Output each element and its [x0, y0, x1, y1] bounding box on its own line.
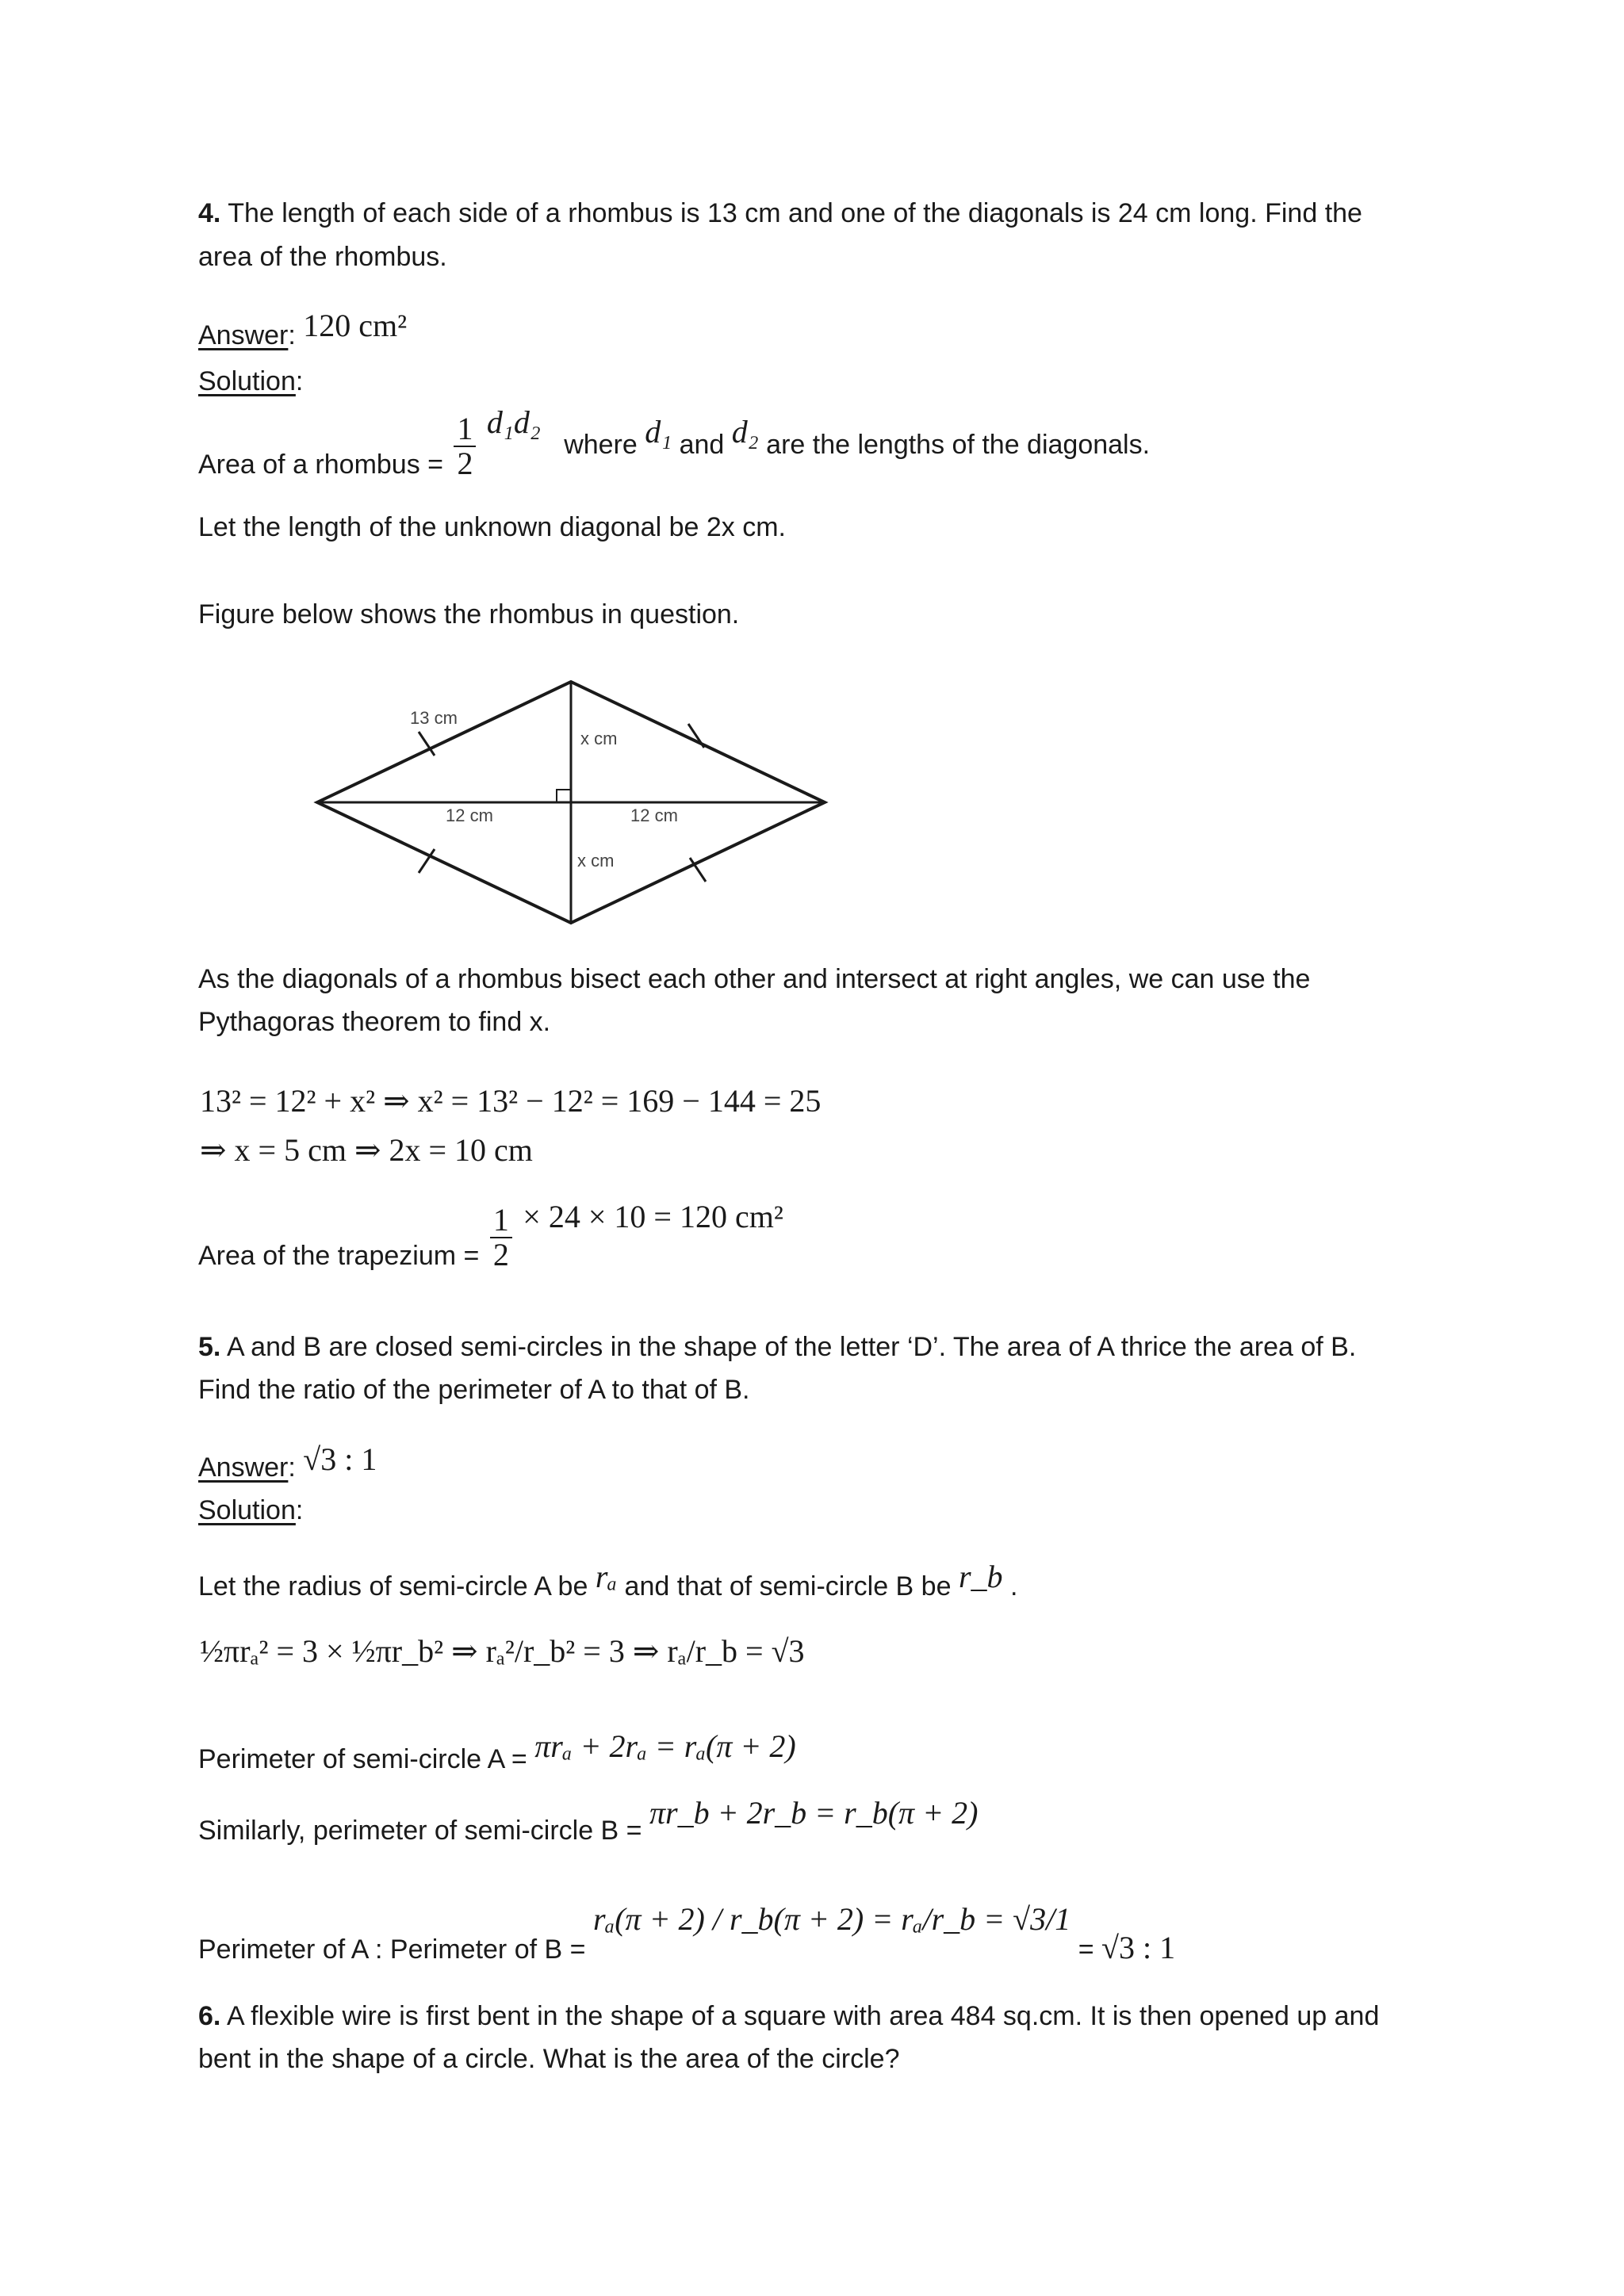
q5-perimB-expr: πr_b + 2r_b = r_b(π + 2) — [649, 1795, 979, 1831]
q4-area-d1d2: d₁d₂ — [486, 404, 541, 440]
q5-perimB-label: Similarly, perimeter of semi-circle B = — [198, 1816, 642, 1846]
q5-text-line1: A and B are closed semi-circles in the shape of the letter ‘D’. The area of A thrice the area of B. — [226, 1332, 1357, 1362]
label-bottom-x: x cm — [577, 851, 615, 871]
q4-area-frac-num: 1 — [454, 412, 476, 447]
q5-let-part2: and that of semi-circle B be — [624, 1571, 952, 1601]
q4-text-line1: The length of each side of a rhombus is 13 cm and one of the diagonals is 24 cm long. Find the — [228, 198, 1362, 228]
q4-solution: Solution: — [198, 366, 304, 396]
q5-answer-value: √3 : 1 — [303, 1441, 377, 1477]
q5-ra: rₐ — [595, 1559, 618, 1594]
q5-ratio-expr: rₐ(π + 2) / r_b(π + 2) = rₐ/r_b = √3/1 — [592, 1901, 1071, 1937]
q5-let-line — [198, 1559, 1018, 1603]
q5-period: . — [1009, 1571, 1018, 1601]
q4-equation-1: 13² = 12² + x² ⇒ x² = 13² − 12² = 169 − 144 = 25 — [200, 1083, 822, 1119]
q4-answer-label: Answer — [198, 320, 289, 350]
q6-line1 — [198, 2001, 1379, 2032]
q4-d1: d₁ — [645, 413, 672, 450]
q5-answer: Answer: √3 : 1 — [198, 1441, 377, 1483]
q5-rb: r_b — [958, 1559, 1003, 1594]
q4-area-prefix: Area of a rhombus = — [198, 449, 444, 480]
q5-line1 — [198, 1332, 1356, 1363]
q6-text-line1: A flexible wire is first bent in the shape of a square with area 484 sq.cm. It is then opened up and — [226, 2001, 1380, 2031]
q4-and: and — [679, 429, 725, 460]
q5-perimA-line — [198, 1728, 796, 1776]
q4-area-fraction — [454, 412, 476, 480]
q5-number: 5. — [198, 1332, 221, 1362]
q5-perimA-expr: πrₐ + 2rₐ = rₐ(π + 2) — [534, 1728, 796, 1764]
right-angle-mark — [557, 790, 571, 802]
q4-area-formula-line — [198, 404, 1151, 481]
q4-area-suffix: are the lengths of the diagonals. — [766, 429, 1151, 460]
q4-trap-label: Area of the trapezium = — [198, 1240, 480, 1271]
q5-ratio-final: √3 : 1 — [1101, 1930, 1176, 1965]
q5-answer-label: Answer — [198, 1452, 289, 1483]
q6-text-line2: bent in the shape of a circle. What is the area of the circle? — [198, 2044, 900, 2074]
q4-trap-frac-num: 1 — [490, 1203, 512, 1238]
label-side: 13 cm — [410, 708, 458, 728]
label-top-x: x cm — [580, 729, 618, 748]
q6-number: 6. — [198, 2001, 221, 2031]
q5-equation-area: ½πrₐ² = 3 × ½πr_b² ⇒ rₐ²/r_b² = 3 ⇒ rₐ/r_b = √3 — [200, 1633, 805, 1669]
q4-where: where — [564, 429, 638, 460]
q4-trap-fraction — [490, 1203, 512, 1272]
q4-text-line2: area of the rhombus. — [198, 242, 447, 272]
q5-perimB-line — [198, 1795, 979, 1847]
q5-ratio-label: Perimeter of A : Perimeter of B = — [198, 1934, 586, 1965]
q4-bisect-line1: As the diagonals of a rhombus bisect each other and intersect at right angles, we can use the — [198, 964, 1311, 994]
q5-solution-label: Solution — [198, 1495, 296, 1525]
q4-answer-value: 120 cm² — [303, 308, 408, 343]
q4-bisect-line2: Pythagoras theorem to find x. — [198, 1007, 551, 1037]
q4-answer: Answer: 120 cm² — [198, 308, 408, 350]
rhombus-figure — [301, 674, 841, 936]
q4-trap-frac-den: 2 — [492, 1237, 509, 1272]
q4-d2: d₂ — [731, 413, 759, 450]
q5-ratio-eq: = — [1078, 1934, 1094, 1965]
label-half-left: 12 cm — [446, 806, 493, 825]
q4-area-frac-den: 2 — [457, 446, 473, 481]
label-half-right: 12 cm — [630, 806, 678, 825]
q4-trap-rest: × 24 × 10 = 120 cm² — [523, 1198, 783, 1234]
q4-equation-2: ⇒ x = 5 cm ⇒ 2x = 10 cm — [200, 1132, 533, 1168]
q5-ratio-line — [198, 1901, 1176, 1966]
q4-figure-caption: Figure below shows the rhombus in question. — [198, 599, 740, 629]
q4-trapezium-line — [198, 1198, 783, 1272]
q5-let-part1: Let the radius of semi-circle A be — [198, 1571, 588, 1601]
q4-line1 — [198, 198, 1362, 229]
side-tick-top-right — [688, 724, 704, 748]
q5-solution: Solution: — [198, 1495, 304, 1525]
q4-let-line: Let the length of the unknown diagonal be 2x cm. — [198, 512, 786, 542]
q4-solution-label: Solution — [198, 366, 296, 396]
q5-perimA-label: Perimeter of semi-circle A = — [198, 1744, 527, 1774]
q5-text-line2: Find the ratio of the perimeter of A to that of B. — [198, 1375, 750, 1405]
q4-number: 4. — [198, 198, 221, 228]
